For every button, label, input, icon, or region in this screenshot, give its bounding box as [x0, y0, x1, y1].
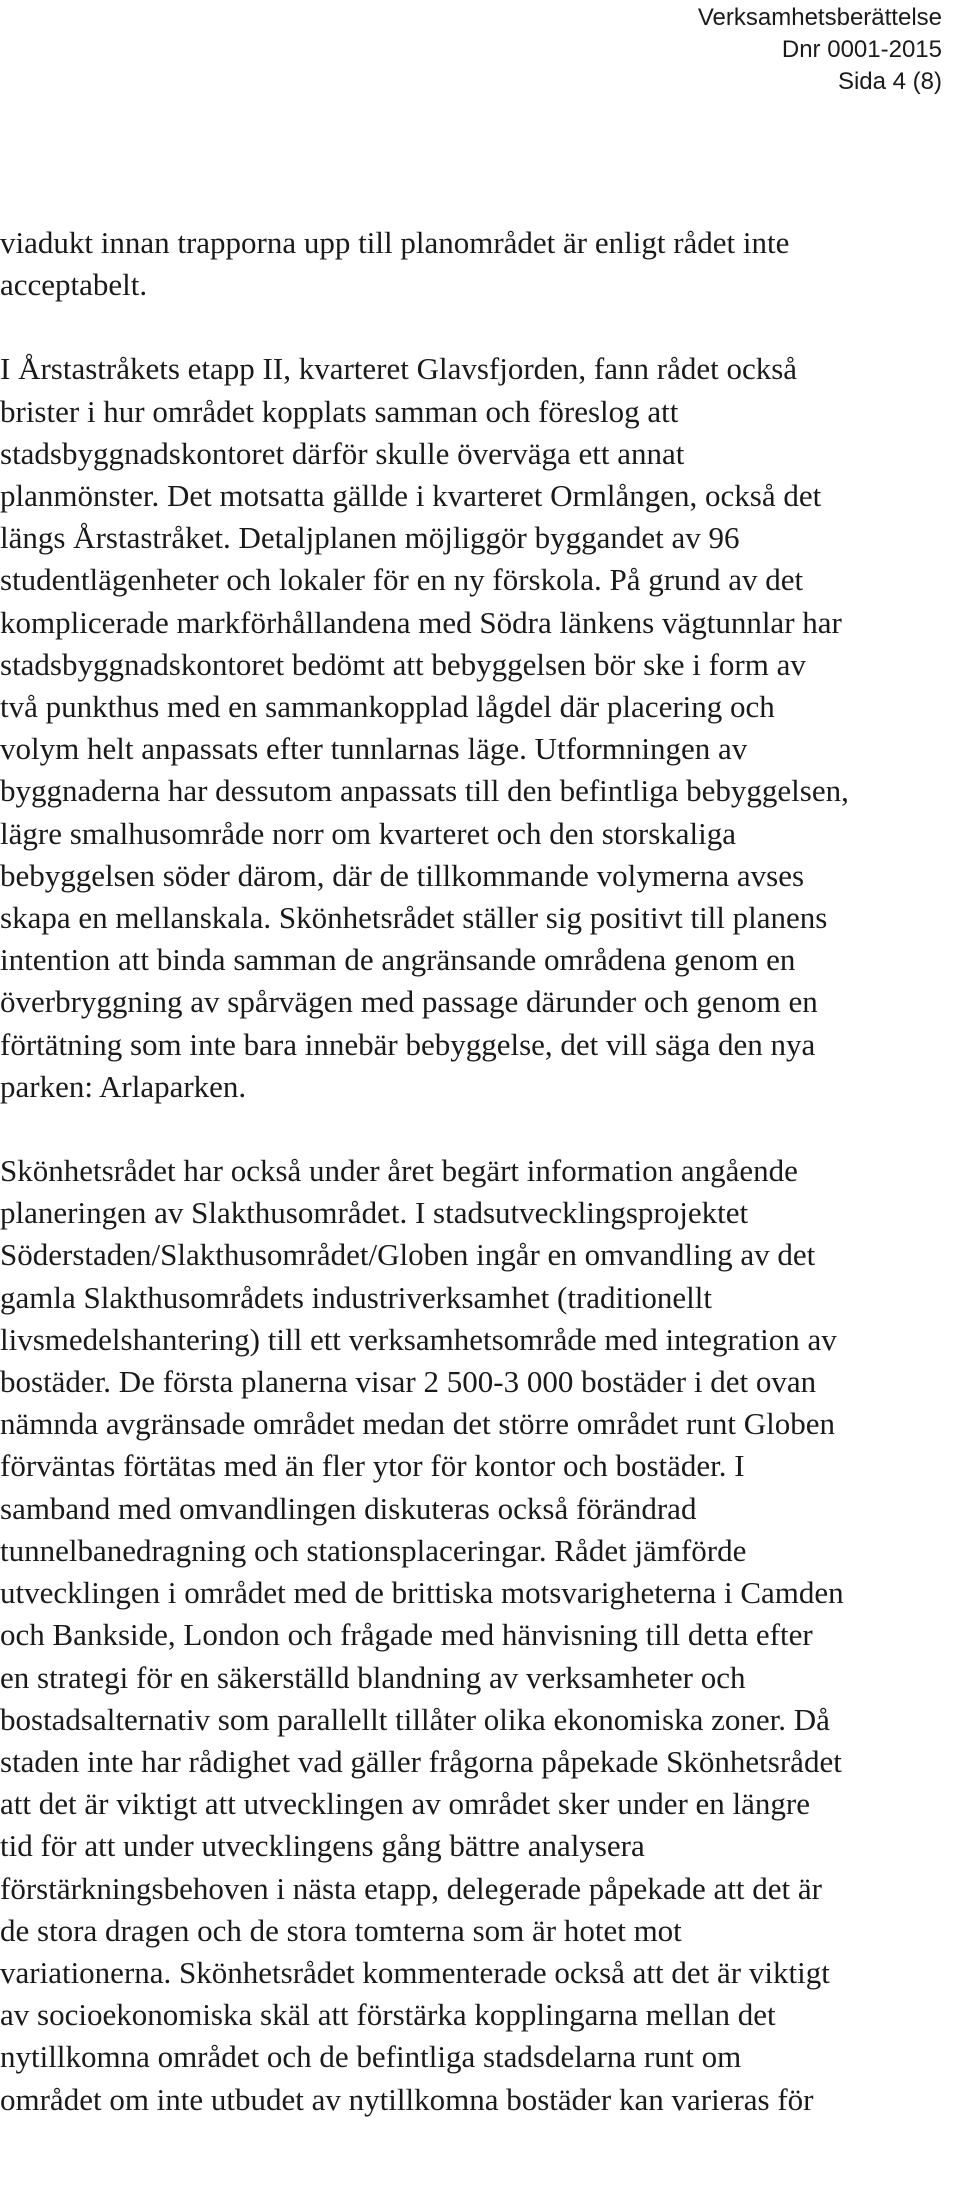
text-line: viadukt innan trapporna upp till planområdet är enligt rådet inte [0, 225, 790, 260]
text-line: längs Årstastråket. Detaljplanen möjliggör byggandet av 96 [0, 520, 740, 556]
text-line: utvecklingen i området med de brittiska motsvarigheterna i Camden [0, 1575, 844, 1611]
text-line: planeringen av Slakthusområdet. I stadsutvecklingsprojektet [0, 1195, 749, 1231]
text-line: skapa en mellanskala. Skönhetsrådet ställer sig positivt till planens [0, 900, 828, 936]
text-line: byggnaderna har dessutom anpassats till den befintliga bebyggelsen, [0, 773, 849, 809]
text-line: Skönhetsrådet har också under året begärt information angående [0, 1153, 798, 1189]
text-line: och Bankside, London och frågade med hänvisning till detta efter [0, 1617, 813, 1653]
text-line: gamla Slakthusområdets industriverksamhet (traditionellt [0, 1279, 712, 1315]
text-line: nytillkomna området och de befintliga stadsdelarna runt om [0, 2039, 742, 2075]
text-line: samband med omvandlingen diskuteras också förändrad [0, 1490, 697, 1526]
text-line: livsmedelshantering) till ett verksamhetsområde med integration av [0, 1321, 837, 1357]
text-line: Söderstaden/Slakthusområdet/Globen ingår en omvandling av det [0, 1237, 816, 1273]
text-line: att det är viktigt att utvecklingen av området sker under en längre [0, 1786, 811, 1822]
text-line: parken: Arlaparken. [0, 1068, 247, 1104]
text-line: studentlägenheter och lokaler för en ny förskola. På grund av det [0, 562, 804, 598]
text-line: planmönster. Det motsatta gällde i kvarteret Ormlången, också det [0, 478, 822, 514]
body-text [0, 222, 960, 2121]
text-line: variationerna. Skönhetsrådet kommenterade också att det är viktigt [0, 1954, 830, 1990]
text-line: staden inte har rådighet vad gäller frågorna påpekade Skönhetsrådet [0, 1743, 842, 1779]
text-line: bostäder. De första planerna visar 2 500-3 000 bostäder i det ovan [0, 1364, 817, 1400]
page-header [698, 2, 942, 98]
text-line: tunnelbanedragning och stationsplaceringar. Rådet jämförde [0, 1532, 747, 1568]
text-line: brister i hur området kopplats samman och föreslog att [0, 393, 679, 429]
paragraph-gap [0, 1108, 960, 1150]
text-line: I Årstastråkets etapp II, kvarteret Glavsfjorden, fann rådet också [0, 351, 798, 387]
paragraph [0, 348, 960, 1108]
text-line: bebyggelsen söder därom, där de tillkommande volymerna avses [0, 857, 805, 893]
document-number: Dnr 0001-2015 [781, 36, 942, 63]
text-line: förtätning som inte bara innebär bebyggelse, det vill säga den nya [0, 1026, 816, 1062]
paragraph-gap [0, 306, 960, 348]
text-line: förstärkningsbehoven i nästa etapp, delegerade påpekade att det är [0, 1870, 822, 1906]
text-line: förväntas förtätas med än fler ytor för kontor och bostäder. I [0, 1448, 745, 1484]
text-line: volym helt anpassats efter tunnlarnas läge. Utformningen av [0, 731, 748, 767]
page-number: Sida 4 (8) [837, 68, 942, 95]
text-line: stadsbyggnadskontoret därför skulle överväga ett annat [0, 435, 685, 471]
text-line: området om inte utbudet av nytillkomna bostäder kan varieras för [0, 2081, 814, 2117]
text-line: komplicerade markförhållandena med Södra länkens vägtunnlar har [0, 604, 842, 640]
text-line: lägre smalhusområde norr om kvarteret och den storskaliga [0, 815, 737, 851]
paragraph [0, 1150, 960, 2121]
text-line: stadsbyggnadskontoret bedömt att bebyggelsen bör ske i form av [0, 646, 806, 682]
text-line: de stora dragen och de stora tomterna som är hotet mot [0, 1912, 682, 1948]
text-line: intention att binda samman de angränsande områdena genom en [0, 942, 796, 978]
text-line: bostadsalternativ som parallellt tillåter olika ekonomiska zoner. Då [0, 1701, 830, 1737]
text-line: två punkthus med en sammankopplad lågdel där placering och [0, 689, 775, 725]
text-line: acceptabelt. [0, 267, 148, 303]
text-line: nämnda avgränsade området medan det större området runt Globen [0, 1406, 835, 1442]
text-line: tid för att under utvecklingens gång bättre analysera [0, 1828, 645, 1864]
text-line: en strategi för en säkerställd blandning av verksamheter och [0, 1659, 746, 1695]
paragraph [0, 222, 960, 306]
document-title: Verksamhetsberättelse [697, 4, 942, 31]
text-line: av socioekonomiska skäl att förstärka kopplingarna mellan det [0, 1997, 776, 2033]
text-line: överbryggning av spårvägen med passage därunder och genom en [0, 984, 818, 1020]
